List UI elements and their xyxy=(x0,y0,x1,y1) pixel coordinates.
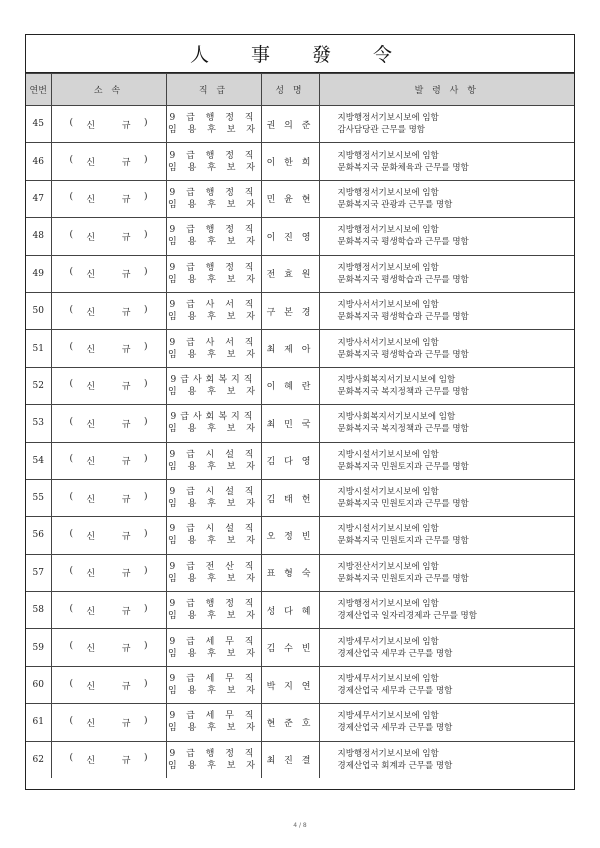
row-name: 박 지 연 xyxy=(261,666,319,703)
table-row xyxy=(26,517,574,554)
table-row xyxy=(26,442,574,479)
table-row xyxy=(26,330,574,367)
grade-line-1: 9 급 전 산 직 xyxy=(169,561,258,572)
row-grade xyxy=(166,292,261,329)
paren-open: ( xyxy=(69,678,74,689)
row-affiliation xyxy=(51,592,166,629)
order-line-1: 지방시설서기보시보에 임함 xyxy=(337,524,439,535)
table-row xyxy=(26,292,574,329)
paren-open: ( xyxy=(69,603,74,614)
table-row xyxy=(26,666,574,703)
grade-line-2: 임 용 후 보 자 xyxy=(168,424,259,435)
document-frame xyxy=(25,34,575,790)
page-title: 人 事 發 令 xyxy=(26,35,574,73)
order-line-2: 문화복지국 평생학습과 근무를 명함 xyxy=(337,349,469,360)
paren-close: ) xyxy=(143,678,148,689)
grade-line-2: 임 용 후 보 자 xyxy=(168,760,259,771)
grade-line-2: 임 용 후 보 자 xyxy=(168,611,259,622)
grade-line-1: 9 급 시 설 직 xyxy=(169,487,258,498)
paren-close: ) xyxy=(143,528,148,539)
order-line-2: 문화복지국 민원토지과 근무를 명함 xyxy=(337,536,469,547)
row-grade xyxy=(166,106,261,143)
table-row xyxy=(26,704,574,741)
paren-open: ( xyxy=(69,491,74,502)
grade-line-1: 9급사회복지직 xyxy=(170,374,257,385)
row-affiliation xyxy=(51,629,166,666)
grade-line-1: 9 급 시 설 직 xyxy=(169,524,258,535)
order-line-2: 감사담당관 근무를 명함 xyxy=(337,125,426,136)
row-number: 62 xyxy=(26,741,51,778)
row-grade xyxy=(166,554,261,591)
row-number: 59 xyxy=(26,629,51,666)
row-affiliation xyxy=(51,442,166,479)
affiliation-text: 신 규 xyxy=(86,494,143,505)
paren-close: ) xyxy=(143,155,148,166)
grade-line-1: 9 급 세 무 직 xyxy=(169,674,258,685)
grade-line-1: 9 급 시 설 직 xyxy=(169,449,258,460)
grade-line-2: 임 용 후 보 자 xyxy=(168,125,259,136)
order-line-1: 지방행정서기보시보에 임함 xyxy=(337,599,439,610)
grade-line-1: 9 급 행 정 직 xyxy=(169,113,258,124)
header-name: 성 명 xyxy=(261,74,319,106)
order-line-1: 지방사회복지서기보시보에 임함 xyxy=(337,412,456,423)
table-header-row xyxy=(26,74,574,106)
order-line-2: 문화복지국 민원토지과 근무를 명함 xyxy=(337,461,469,472)
row-name: 김 수 빈 xyxy=(261,629,319,666)
row-number: 51 xyxy=(26,330,51,367)
affiliation-text: 신 규 xyxy=(86,195,143,206)
table-row xyxy=(26,106,574,143)
grade-line-1: 9급사회복지직 xyxy=(170,412,257,423)
paren-close: ) xyxy=(143,454,148,465)
row-name: 이 진 영 xyxy=(261,218,319,255)
paren-close: ) xyxy=(143,379,148,390)
row-affiliation xyxy=(51,704,166,741)
order-line-1: 지방세무서기보시보에 임함 xyxy=(337,674,439,685)
grade-line-1: 9 급 사 서 직 xyxy=(169,300,258,311)
grade-line-1: 9 급 행 정 직 xyxy=(169,599,258,610)
row-affiliation xyxy=(51,255,166,292)
row-affiliation xyxy=(51,554,166,591)
paren-open: ( xyxy=(69,267,74,278)
row-name: 민 윤 현 xyxy=(261,180,319,217)
grade-line-2: 임 용 후 보 자 xyxy=(168,274,259,285)
header-order: 발 령 사 항 xyxy=(319,74,574,106)
row-number: 56 xyxy=(26,517,51,554)
paren-close: ) xyxy=(143,603,148,614)
order-line-2: 문화복지국 복지정책과 근무를 명함 xyxy=(337,424,469,435)
row-number: 53 xyxy=(26,405,51,442)
row-name: 현 준 호 xyxy=(261,704,319,741)
row-order xyxy=(319,292,574,329)
affiliation-text: 신 규 xyxy=(86,120,143,131)
order-line-1: 지방행정서기보시보에 임함 xyxy=(337,187,439,198)
paren-close: ) xyxy=(143,342,148,353)
row-number: 47 xyxy=(26,180,51,217)
row-name: 표 형 숙 xyxy=(261,554,319,591)
row-name: 이 혜 란 xyxy=(261,367,319,404)
row-order xyxy=(319,330,574,367)
order-line-2: 문화복지국 평생학습과 근무를 명함 xyxy=(337,237,469,248)
order-line-1: 지방사서서기보시보에 임함 xyxy=(337,337,439,348)
paren-open: ( xyxy=(69,155,74,166)
row-order xyxy=(319,106,574,143)
page-number: 4 / 8 xyxy=(293,822,307,829)
table-row xyxy=(26,255,574,292)
row-number: 50 xyxy=(26,292,51,329)
row-order xyxy=(319,554,574,591)
grade-line-2: 임 용 후 보 자 xyxy=(168,199,259,210)
paren-open: ( xyxy=(69,753,74,764)
paren-close: ) xyxy=(143,304,148,315)
row-affiliation xyxy=(51,666,166,703)
row-number: 54 xyxy=(26,442,51,479)
grade-line-1: 9 급 행 정 직 xyxy=(169,748,258,759)
paren-open: ( xyxy=(69,566,74,577)
order-line-2: 경제산업국 회계과 근무를 명함 xyxy=(337,760,453,771)
paren-open: ( xyxy=(69,117,74,128)
row-order xyxy=(319,367,574,404)
grade-line-1: 9 급 세 무 직 xyxy=(169,711,258,722)
paren-close: ) xyxy=(143,117,148,128)
order-line-2: 경제산업국 세무과 근무를 명함 xyxy=(337,648,453,659)
affiliation-text: 신 규 xyxy=(86,382,143,393)
header-grade: 직 급 xyxy=(166,74,261,106)
table-row xyxy=(26,741,574,778)
order-line-2: 문화복지국 평생학습과 근무를 명함 xyxy=(337,312,469,323)
row-name: 구 본 경 xyxy=(261,292,319,329)
affiliation-text: 신 규 xyxy=(86,606,143,617)
row-affiliation xyxy=(51,218,166,255)
grade-line-2: 임 용 후 보 자 xyxy=(168,162,259,173)
row-affiliation xyxy=(51,367,166,404)
order-line-1: 지방시설서기보시보에 임함 xyxy=(337,449,439,460)
paren-open: ( xyxy=(69,304,74,315)
row-grade xyxy=(166,218,261,255)
row-order xyxy=(319,704,574,741)
row-affiliation xyxy=(51,741,166,778)
grade-line-2: 임 용 후 보 자 xyxy=(168,686,259,697)
row-name: 이 한 희 xyxy=(261,143,319,180)
row-grade xyxy=(166,442,261,479)
table-row xyxy=(26,479,574,516)
row-name: 김 다 영 xyxy=(261,442,319,479)
order-line-1: 지방행정서기보시보에 임함 xyxy=(337,113,439,124)
order-line-1: 지방행정서기보시보에 임함 xyxy=(337,748,439,759)
paren-open: ( xyxy=(69,342,74,353)
row-number: 49 xyxy=(26,255,51,292)
paren-close: ) xyxy=(143,229,148,240)
grade-line-2: 임 용 후 보 자 xyxy=(168,723,259,734)
paren-open: ( xyxy=(69,416,74,427)
row-affiliation xyxy=(51,106,166,143)
affiliation-text: 신 규 xyxy=(86,569,143,580)
affiliation-text: 신 규 xyxy=(86,644,143,655)
grade-line-2: 임 용 후 보 자 xyxy=(168,312,259,323)
paren-close: ) xyxy=(143,491,148,502)
order-line-2: 문화복지국 복지정책과 근무를 명함 xyxy=(337,386,469,397)
order-line-1: 지방사서서기보시보에 임함 xyxy=(337,300,439,311)
header-affiliation: 소 속 xyxy=(51,74,166,106)
row-affiliation xyxy=(51,180,166,217)
order-line-2: 문화복지국 민원토지과 근무를 명함 xyxy=(337,573,469,584)
table-row xyxy=(26,592,574,629)
row-number: 52 xyxy=(26,367,51,404)
appointment-table xyxy=(26,73,574,778)
paren-open: ( xyxy=(69,715,74,726)
row-grade xyxy=(166,479,261,516)
row-grade xyxy=(166,255,261,292)
row-number: 55 xyxy=(26,479,51,516)
row-affiliation xyxy=(51,479,166,516)
grade-line-2: 임 용 후 보 자 xyxy=(168,499,259,510)
row-order xyxy=(319,592,574,629)
affiliation-text: 신 규 xyxy=(86,158,143,169)
table-row xyxy=(26,554,574,591)
order-line-1: 지방세무서기보시보에 임함 xyxy=(337,711,439,722)
order-line-2: 경제산업국 일자리경제과 근무를 명함 xyxy=(337,611,477,622)
row-grade xyxy=(166,180,261,217)
paren-close: ) xyxy=(143,192,148,203)
row-number: 48 xyxy=(26,218,51,255)
row-order xyxy=(319,741,574,778)
row-name: 최 민 국 xyxy=(261,405,319,442)
order-line-2: 문화복지국 평생학습과 근무를 명함 xyxy=(337,274,469,285)
row-affiliation xyxy=(51,517,166,554)
table-row xyxy=(26,180,574,217)
row-order xyxy=(319,666,574,703)
affiliation-text: 신 규 xyxy=(86,232,143,243)
grade-line-1: 9 급 행 정 직 xyxy=(169,150,258,161)
row-order xyxy=(319,255,574,292)
paren-open: ( xyxy=(69,528,74,539)
row-grade xyxy=(166,367,261,404)
paren-close: ) xyxy=(143,715,148,726)
paren-open: ( xyxy=(69,641,74,652)
paren-open: ( xyxy=(69,379,74,390)
row-name: 최 진 결 xyxy=(261,741,319,778)
paren-close: ) xyxy=(143,267,148,278)
row-order xyxy=(319,218,574,255)
row-order xyxy=(319,143,574,180)
grade-line-2: 임 용 후 보 자 xyxy=(168,648,259,659)
row-grade xyxy=(166,666,261,703)
order-line-1: 지방세무서기보시보에 임함 xyxy=(337,636,439,647)
row-number: 61 xyxy=(26,704,51,741)
table-row xyxy=(26,405,574,442)
paren-close: ) xyxy=(143,641,148,652)
grade-line-2: 임 용 후 보 자 xyxy=(168,461,259,472)
row-affiliation xyxy=(51,330,166,367)
grade-line-2: 임 용 후 보 자 xyxy=(168,573,259,584)
row-grade xyxy=(166,704,261,741)
order-line-2: 문화복지국 관광과 근무를 명함 xyxy=(337,199,453,210)
row-order xyxy=(319,442,574,479)
row-name: 성 다 혜 xyxy=(261,592,319,629)
row-name: 오 정 빈 xyxy=(261,517,319,554)
order-line-2: 문화복지국 민원토지과 근무를 명함 xyxy=(337,499,469,510)
grade-line-1: 9 급 행 정 직 xyxy=(169,262,258,273)
row-order xyxy=(319,405,574,442)
table-body xyxy=(26,106,574,779)
table-row xyxy=(26,367,574,404)
affiliation-text: 신 규 xyxy=(86,756,143,767)
table-row xyxy=(26,629,574,666)
table-row xyxy=(26,143,574,180)
affiliation-text: 신 규 xyxy=(86,457,143,468)
grade-line-1: 9 급 세 무 직 xyxy=(169,636,258,647)
header-no: 연번 xyxy=(26,74,51,106)
grade-line-1: 9 급 사 서 직 xyxy=(169,337,258,348)
row-number: 57 xyxy=(26,554,51,591)
row-grade xyxy=(166,741,261,778)
grade-line-2: 임 용 후 보 자 xyxy=(168,536,259,547)
grade-line-2: 임 용 후 보 자 xyxy=(168,237,259,248)
paren-close: ) xyxy=(143,566,148,577)
row-number: 46 xyxy=(26,143,51,180)
order-line-1: 지방전산서기보시보에 임함 xyxy=(337,561,439,572)
row-affiliation xyxy=(51,292,166,329)
grade-line-2: 임 용 후 보 자 xyxy=(168,349,259,360)
grade-line-1: 9 급 행 정 직 xyxy=(169,187,258,198)
affiliation-text: 신 규 xyxy=(86,270,143,281)
order-line-2: 문화복지국 문화체육과 근무를 명함 xyxy=(337,162,469,173)
row-grade xyxy=(166,143,261,180)
paren-close: ) xyxy=(143,753,148,764)
order-line-1: 지방시설서기보시보에 임함 xyxy=(337,487,439,498)
row-name: 권 의 준 xyxy=(261,106,319,143)
affiliation-text: 신 규 xyxy=(86,345,143,356)
paren-open: ( xyxy=(69,454,74,465)
row-affiliation xyxy=(51,405,166,442)
affiliation-text: 신 규 xyxy=(86,531,143,542)
row-name: 전 효 원 xyxy=(261,255,319,292)
affiliation-text: 신 규 xyxy=(86,419,143,430)
affiliation-text: 신 규 xyxy=(86,718,143,729)
row-grade xyxy=(166,517,261,554)
row-grade xyxy=(166,592,261,629)
order-line-1: 지방행정서기보시보에 임함 xyxy=(337,262,439,273)
row-grade xyxy=(166,330,261,367)
row-number: 45 xyxy=(26,106,51,143)
paren-open: ( xyxy=(69,229,74,240)
row-affiliation xyxy=(51,143,166,180)
order-line-1: 지방행정서기보시보에 임함 xyxy=(337,225,439,236)
order-line-1: 지방행정서기보시보에 임함 xyxy=(337,150,439,161)
row-grade xyxy=(166,629,261,666)
affiliation-text: 신 규 xyxy=(86,681,143,692)
row-grade xyxy=(166,405,261,442)
paren-open: ( xyxy=(69,192,74,203)
order-line-2: 경제산업국 세무과 근무를 명함 xyxy=(337,723,453,734)
row-order xyxy=(319,180,574,217)
row-order xyxy=(319,517,574,554)
row-name: 김 태 헌 xyxy=(261,479,319,516)
row-order xyxy=(319,629,574,666)
paren-close: ) xyxy=(143,416,148,427)
row-number: 58 xyxy=(26,592,51,629)
table-row xyxy=(26,218,574,255)
order-line-2: 경제산업국 세무과 근무를 명함 xyxy=(337,686,453,697)
affiliation-text: 신 규 xyxy=(86,307,143,318)
grade-line-1: 9 급 행 정 직 xyxy=(169,225,258,236)
grade-line-2: 임 용 후 보 자 xyxy=(168,386,259,397)
order-line-1: 지방사회복지서기보시보에 임함 xyxy=(337,374,456,385)
row-name: 최 제 아 xyxy=(261,330,319,367)
row-order xyxy=(319,479,574,516)
row-number: 60 xyxy=(26,666,51,703)
